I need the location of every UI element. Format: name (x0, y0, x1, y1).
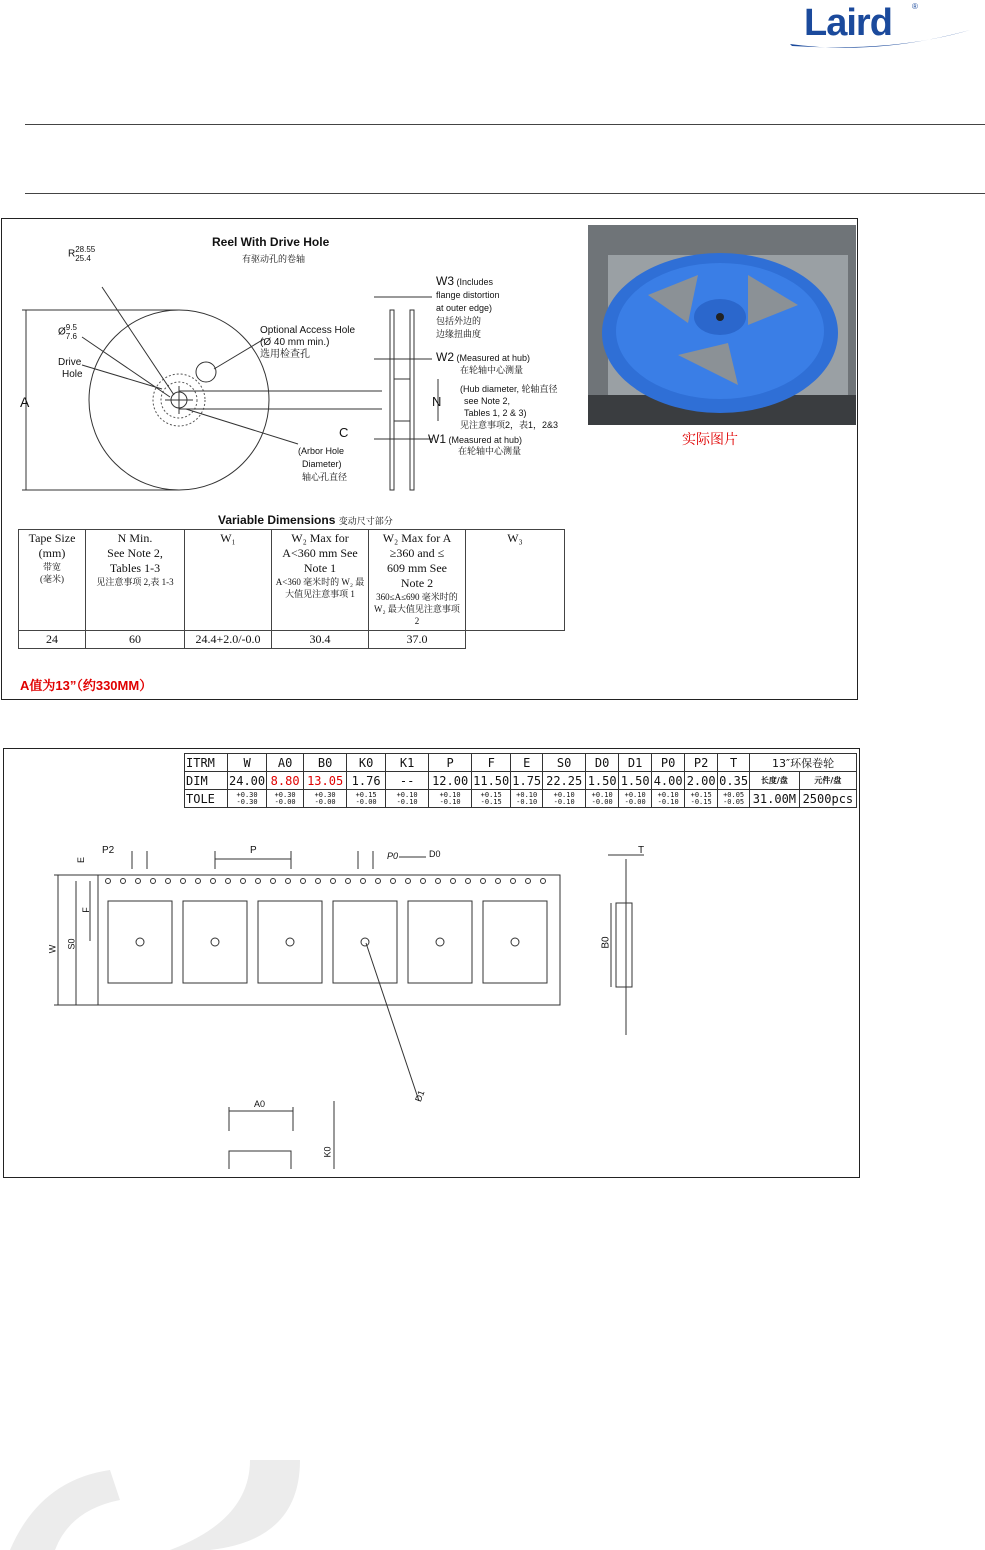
pocket-hole (136, 938, 144, 946)
tape-cell: 12.00 (429, 772, 472, 790)
pocket-hole (286, 938, 294, 946)
sprocket-hole (301, 879, 306, 884)
tape-cell: DIM (185, 772, 228, 790)
component-pocket (183, 901, 247, 983)
s0-label: S0 (66, 938, 77, 950)
variable-dimensions-title: Variable Dimensions 变动尺寸部分 (218, 513, 393, 527)
sprocket-hole (316, 879, 321, 884)
logo-swoosh-icon (786, 16, 976, 50)
tape-tol-cell: +0.10 -0.10 (511, 790, 543, 808)
sprocket-hole (136, 879, 141, 884)
pocket-hole (511, 938, 519, 946)
header-rule-bottom (25, 193, 985, 194)
registered-mark: ® (912, 2, 918, 11)
hub-diameter-label: (Hub diameter, 轮轴直径 see Note 2, Tables 1, 2 & 3) 见注意事项2，表1，2&3 (460, 384, 559, 430)
k0-label: K0 (322, 1146, 333, 1158)
a0-label: A0 (254, 1099, 266, 1109)
tape-tol-row (185, 790, 857, 808)
var-header-w2-small: W₂ Max for A<360 mm See Note 1 A<360 毫米时的 W₂ 最大值见注意事项 1 (272, 530, 369, 631)
component-pocket (108, 901, 172, 983)
sprocket-hole (226, 879, 231, 884)
var-header-row (19, 530, 565, 631)
tape-cell: S0 (543, 754, 586, 772)
tape-cell: E (511, 754, 543, 772)
d0-label: D0 (429, 849, 441, 859)
sprocket-hole (286, 879, 291, 884)
access-hole-label: Optional Access Hole (Ø 40 mm min.) 选用检查孔 (260, 325, 356, 360)
tape-cell: 1.75 (512, 773, 542, 788)
tape-cell: W (228, 754, 267, 772)
sprocket-hole (181, 879, 186, 884)
tape-tol-cell: +0.15 -0.00 (347, 790, 386, 808)
p-label: P (250, 845, 257, 856)
tape-cell-reel: 13″环保卷轮 (750, 754, 857, 772)
variable-dimensions-table (18, 529, 565, 649)
sprocket-hole (346, 879, 351, 884)
tape-cell: P2 (685, 754, 718, 772)
logo-wordmark: Laird (804, 2, 892, 44)
tape-tol-cell: +0.10 -0.00 (619, 790, 652, 808)
pocket-hole (361, 938, 369, 946)
sprocket-hole (466, 879, 471, 884)
tape-cell: 元件/盘 (799, 772, 856, 790)
drive-hole-label: Drive Hole (58, 357, 83, 380)
sprocket-hole (241, 879, 246, 884)
var-header-w2-large: W₂ Max for A ≥360 and ≤ 609 mm See Note 2 360≤A≤690 毫米时的 W₂ 最大值见注意事项 2 (369, 530, 466, 631)
w-label: W (47, 944, 58, 954)
tape-panel (3, 748, 860, 1178)
sprocket-hole (166, 879, 171, 884)
sprocket-hole (481, 879, 486, 884)
sprocket-hole (106, 879, 111, 884)
reel-panel (1, 218, 858, 700)
sprocket-hole (421, 879, 426, 884)
tape-tol-cell: +0.10 -0.10 (429, 790, 472, 808)
sprocket-hole (511, 879, 516, 884)
photo-caption: 实际图片 (682, 431, 738, 447)
tape-length-cell: 31.00M (750, 790, 800, 808)
tape-cell: 1.76 (347, 772, 386, 790)
sprocket-hole (376, 879, 381, 884)
b0-label: B0 (600, 936, 612, 949)
tape-tol-cell: +0.10 -0.00 (586, 790, 619, 808)
tape-tol-cell: +0.05 -0.05 (718, 790, 750, 808)
watermark-mark (0, 1460, 300, 1550)
sprocket-hole (496, 879, 501, 884)
var-header-w1: W₁ (185, 530, 272, 631)
tape-tol-cell: +0.10 -0.10 (652, 790, 685, 808)
tape-cell: K1 (386, 754, 429, 772)
w1-label: W1 (Measured at hub) 在轮轴中心测量 (428, 432, 523, 456)
var-cell-w2-small: 30.4 (272, 631, 369, 649)
tape-pieces-cell: 2500pcs (799, 790, 856, 808)
component-pocket (408, 901, 472, 983)
tape-drawing (4, 839, 704, 1169)
component-pocket (333, 901, 397, 983)
tape-tol-cell: +0.15 -0.15 (685, 790, 718, 808)
tape-cell: D0 (586, 754, 619, 772)
d1-label: D1 (413, 1088, 427, 1104)
tape-tol-cell: +0.15 -0.15 (472, 790, 511, 808)
tape-cell: F (472, 754, 511, 772)
tape-cell: 22.25 (543, 772, 586, 790)
component-pocket (483, 901, 547, 983)
tape-spec-table (184, 753, 857, 808)
tape-cell: P (429, 754, 472, 772)
tape-cell: 长度/盘 (750, 772, 800, 790)
sprocket-hole (391, 879, 396, 884)
reel-photo (588, 225, 856, 425)
tape-cell: P0 (652, 754, 685, 772)
var-data-row (19, 631, 565, 649)
w3-label: W3 (Includes flange distortion at outer edge) 包括外边的 边缘扭曲度 (436, 274, 500, 339)
tape-tol-cell: +0.30 -0.00 (267, 790, 304, 808)
tape-cell: 8.80 (267, 772, 304, 790)
tape-cell: 24.00 (229, 773, 266, 788)
var-cell-w1: 24.4+2.0/-0.0 (185, 631, 272, 649)
component-pocket (258, 901, 322, 983)
tape-cell: T (718, 754, 750, 772)
tape-tol-cell: +0.10 -0.10 (386, 790, 429, 808)
tape-cell: 0.35 (719, 773, 749, 788)
c-dimension-label: C (339, 425, 349, 440)
tape-cell: ITRM (185, 754, 228, 772)
var-header-w3: W₃ (466, 530, 565, 631)
sprocket-hole (256, 879, 261, 884)
a-value-note: A值为13”（约330MM） (20, 678, 153, 693)
tape-cell: 1.50 (619, 772, 652, 790)
reel-title-cn: 有驱动孔的卷轴 (242, 254, 306, 264)
tape-tol-cell: +0.10 -0.10 (543, 790, 586, 808)
header-rule-top (25, 124, 985, 125)
tape-tol-cell: +0.30 -0.00 (304, 790, 347, 808)
tape-tol-cell: +0.30 -0.30 (228, 790, 267, 808)
tape-cell: K0 (347, 754, 386, 772)
sprocket-hole (331, 879, 336, 884)
tape-header-row (185, 754, 857, 772)
tape-cell: 2.00 (685, 772, 718, 790)
sprocket-hole (361, 879, 366, 884)
n-dimension-label: N (432, 394, 442, 409)
sprocket-holes (106, 879, 546, 884)
t-label: T (638, 845, 645, 856)
component-pockets (108, 901, 547, 983)
tape-cell: 1.50 (586, 772, 619, 790)
p0-label: P0 (387, 851, 399, 861)
sprocket-hole (121, 879, 126, 884)
arbor-hole-label: (Arbor Hole Diameter) 轴心孔直径 (298, 446, 348, 482)
tape-cell: B0 (304, 754, 347, 772)
var-header-n-min: N Min. See Note 2, Tables 1-3 见注意事项 2,表 1-3 (86, 530, 185, 631)
sprocket-hole (196, 879, 201, 884)
tape-cell: 13.05 (304, 772, 347, 790)
sprocket-hole (406, 879, 411, 884)
sprocket-hole (271, 879, 276, 884)
sprocket-hole (451, 879, 456, 884)
f-label: F (80, 907, 91, 913)
sprocket-hole (526, 879, 531, 884)
sprocket-hole (541, 879, 546, 884)
var-cell-w3 (466, 631, 565, 649)
var-cell-tape-size: 24 (19, 631, 86, 649)
tape-cell: 11.50 (473, 773, 510, 788)
p2-label: P2 (102, 845, 115, 856)
reel-title: Reel With Drive Hole (212, 235, 330, 249)
radius-label: R28.55 25.4 (68, 245, 96, 263)
tape-cell: -- (386, 772, 429, 790)
pocket-hole (211, 938, 219, 946)
var-header-tape-size: Tape Size (mm) 带宽 (毫米) (19, 530, 86, 631)
tape-cell: 4.00 (652, 772, 685, 790)
tape-cell: A0 (267, 754, 304, 772)
diameter-label: Ø9.5 7.6 (58, 323, 77, 341)
a-dimension-label: A (20, 394, 30, 410)
sprocket-hole (151, 879, 156, 884)
pocket-hole (436, 938, 444, 946)
e-label: E (76, 856, 87, 864)
var-cell-n-min: 60 (86, 631, 185, 649)
tape-dim-row (185, 772, 857, 790)
sprocket-hole (211, 879, 216, 884)
w2-label: W2 (Measured at hub) 在轮轴中心测量 (436, 350, 531, 375)
var-cell-w2-large: 37.0 (369, 631, 466, 649)
sprocket-hole (436, 879, 441, 884)
tape-cell: D1 (619, 754, 652, 772)
tape-cell: TOLE (185, 790, 228, 808)
